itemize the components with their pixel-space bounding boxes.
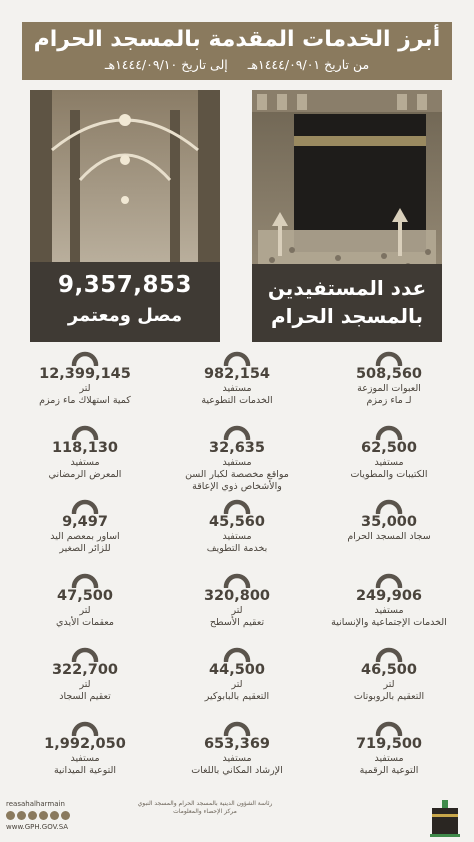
stat-item: [314, 424, 464, 496]
stat-value: 1,992,050: [44, 736, 126, 752]
stat-unit: لتر: [79, 679, 91, 690]
arc-icon: [374, 646, 404, 662]
stat-label: التوعية الميدانية: [53, 765, 117, 776]
stat-value: 35,000: [361, 514, 417, 530]
stat-item: [162, 498, 312, 570]
stat-value: 653,369: [203, 736, 271, 752]
social-icon[interactable]: [50, 811, 59, 820]
stat-item: [314, 720, 464, 792]
stat-value: 45,560: [209, 514, 265, 530]
arc-icon: [70, 720, 100, 736]
arc-icon: [70, 424, 100, 440]
stat-unit: مستفيد: [222, 457, 252, 468]
stat-label: الخدمات التطوعية: [201, 395, 273, 406]
stat-item: [314, 498, 464, 570]
arc-icon: [374, 424, 404, 440]
stat-label: تعقيم الأسطح: [209, 617, 265, 628]
social-icon[interactable]: [39, 811, 48, 820]
stat-unit: مستفيد: [374, 605, 404, 616]
arc-icon: [374, 572, 404, 588]
title-banner: [22, 22, 452, 80]
stat-value: 320,800: [203, 588, 271, 604]
stat-unit: لتر: [79, 605, 91, 616]
stat-unit: لتر: [79, 383, 91, 394]
arc-icon: [222, 646, 252, 662]
stat-unit: مستفيد: [70, 457, 100, 468]
stat-item: [10, 646, 160, 718]
stat-item: [10, 424, 160, 496]
stat-item: [314, 646, 464, 718]
stat-unit: لتر: [231, 679, 243, 690]
stat-value: 46,500: [361, 662, 417, 678]
logo-icon: [428, 798, 462, 838]
stat-label: الخدمات الإجتماعية والإنسانية: [331, 617, 447, 628]
beneficiaries-line2: بالمسجد الحرام: [271, 304, 423, 328]
stat-item: [162, 646, 312, 718]
stat-label: التعقيم بالبابوكير: [204, 691, 270, 702]
arc-icon: [222, 572, 252, 588]
stat-item: [10, 350, 160, 422]
stat-value: 508,560: [355, 366, 423, 382]
stat-unit: مستفيد: [222, 383, 252, 394]
stat-item: [162, 424, 312, 496]
stat-unit: لتر: [231, 605, 243, 616]
stat-unit: مستفيد: [374, 457, 404, 468]
arc-icon: [374, 498, 404, 514]
date-from: من تاريخ ١٤٤٤/٠٩/٠١هـ: [247, 57, 370, 72]
org-line1: رئاسة الشؤون الدينية بالمسجد الحرام والمسجد النبوي: [137, 800, 273, 807]
arc-icon: [222, 720, 252, 736]
stat-label: التعقيم بالروبوتات: [353, 691, 425, 702]
stat-label: كمية استهلاك ماء زمزم: [39, 395, 131, 406]
footer-social: [6, 799, 76, 832]
stats-grid: [10, 350, 464, 790]
date-range: [22, 56, 452, 74]
stat-label: سجاد المسجد الحرام: [347, 531, 431, 542]
arc-icon: [222, 350, 252, 366]
stat-label: التوعية الرقمية: [359, 765, 419, 776]
stat-label: تعقيم السجاد: [59, 691, 111, 702]
stat-label: اساور بمعصم اليد: [50, 531, 120, 542]
footer: [0, 796, 474, 842]
stat-unit: مستفيد: [374, 753, 404, 764]
social-icon[interactable]: [6, 811, 15, 820]
stat-value: 32,635: [209, 440, 265, 456]
stat-item: [10, 498, 160, 570]
beneficiaries-line1: عدد المستفيدين: [267, 276, 427, 300]
stat-label-2: لـ ماء زمزم: [366, 395, 412, 406]
stat-item: [162, 572, 312, 644]
stat-value: 9,497: [62, 514, 108, 530]
stat-item: [10, 572, 160, 644]
arc-icon: [222, 424, 252, 440]
stat-value: 47,500: [57, 588, 113, 604]
stat-value: 982,154: [203, 366, 271, 382]
stat-item: [162, 350, 312, 422]
stat-item: [162, 720, 312, 792]
arc-icon: [374, 720, 404, 736]
footer-org: [80, 800, 330, 816]
stat-value: 12,399,145: [39, 366, 131, 382]
worshippers-panel: [30, 262, 220, 342]
stat-label-2: للزائر الصغير: [59, 543, 111, 554]
org-line2: مركز الإحصاء والمعلومات: [173, 808, 237, 815]
stat-unit: مستفيد: [70, 753, 100, 764]
date-to: إلى تاريخ ١٤٤٤/٠٩/١٠هـ: [104, 57, 228, 72]
stat-item: [314, 350, 464, 422]
arc-icon: [70, 350, 100, 366]
stat-unit: مستفيد: [222, 531, 252, 542]
stat-label: الكتيبات والمطويات: [350, 469, 428, 480]
arc-icon: [374, 350, 404, 366]
stat-value: 44,500: [209, 662, 265, 678]
arc-icon: [70, 498, 100, 514]
stat-value: 719,500: [355, 736, 423, 752]
worshippers-caption: مصل ومعتمر: [67, 305, 183, 326]
worshippers-count: 9,357,853: [58, 272, 192, 298]
social-icon[interactable]: [28, 811, 37, 820]
stat-label: العبوات الموزعة: [357, 383, 421, 394]
stat-label: معقمات الأيدي: [56, 617, 114, 628]
stat-value: 62,500: [361, 440, 417, 456]
stat-label: بخدمة التطويف: [206, 543, 268, 554]
social-icons: [6, 811, 76, 820]
arc-icon: [70, 572, 100, 588]
arc-icon: [222, 498, 252, 514]
website-link[interactable]: www.GPH.GOV.SA: [6, 823, 69, 831]
social-icon[interactable]: [17, 811, 26, 820]
stat-value: 249,906: [355, 588, 423, 604]
arc-icon: [70, 646, 100, 662]
stat-label: الإرشاد المكاني باللغات: [191, 765, 283, 776]
stat-unit: لتر: [383, 679, 395, 690]
stat-label-2: والأشخاص ذوي الإعاقة: [192, 481, 282, 492]
page-title: أبرز الخدمات المقدمة بالمسجد الحرام: [33, 27, 441, 52]
stat-value: 118,130: [51, 440, 119, 456]
stat-item: [314, 572, 464, 644]
social-icon[interactable]: [61, 811, 70, 820]
stat-unit: مستفيد: [222, 753, 252, 764]
social-handle: reasahalharmain: [6, 800, 65, 808]
stat-label: مواقع مخصصة لكبار السن: [185, 469, 289, 480]
stat-label: المعرض الرمضاني: [48, 469, 122, 480]
stat-item: [10, 720, 160, 792]
stat-value: 322,700: [51, 662, 119, 678]
beneficiaries-panel: [252, 264, 442, 342]
